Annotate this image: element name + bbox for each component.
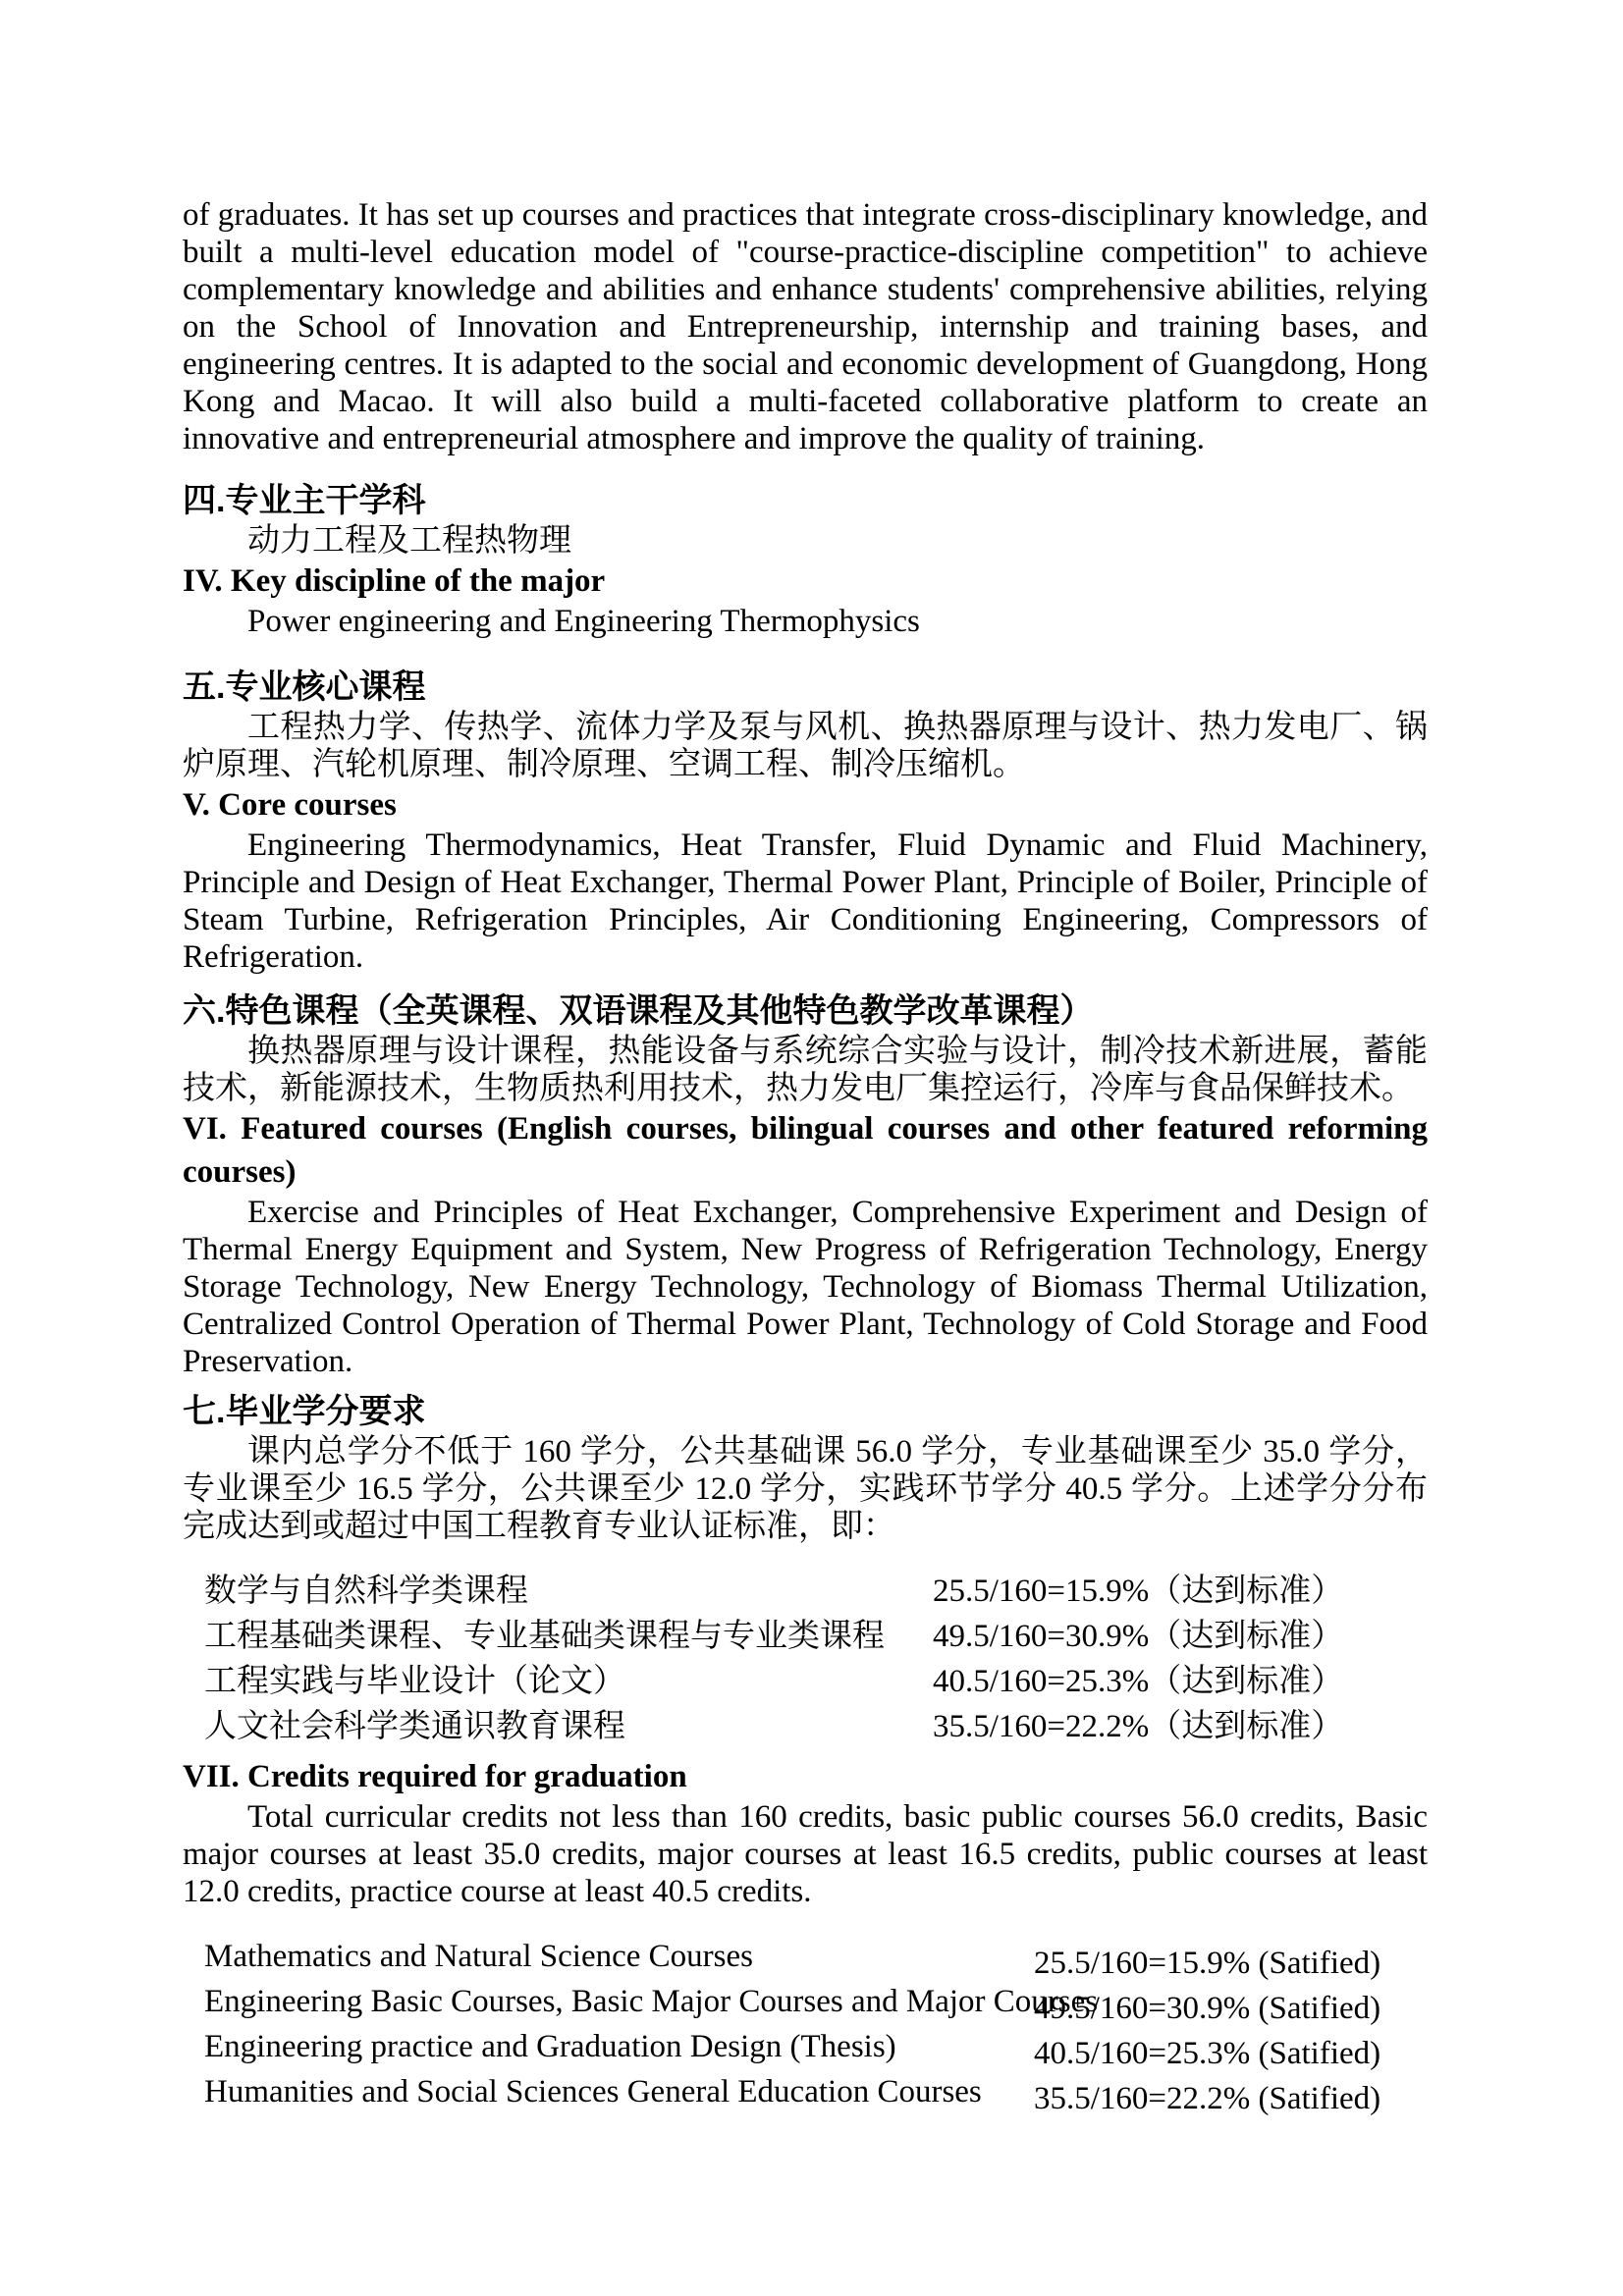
credit-row <box>183 1569 1428 1614</box>
credit-label: 数学与自然科学类课程 <box>204 1574 528 1609</box>
section-4 <box>183 479 1428 640</box>
credit-value: 49.5/160=30.9%（达到标准） <box>933 1619 1344 1654</box>
section7-heading-en: VII. Credits required for graduation <box>183 1759 687 1794</box>
document-content <box>183 196 1428 2118</box>
credit-label: Engineering Basic Courses, Basic Major Courses and Major Courses <box>204 1984 1099 2019</box>
section4-heading-en: IV. Key discipline of the major <box>183 563 606 599</box>
section6-body-zh: 换热器原理与设计课程，热能设备与系统综合实验与设计，制冷技术新进展，蓄能技术，新能源技术，生物质热利用技术，热力发电厂集控运行，冷库与食品保鲜技术。 <box>183 1034 1428 1106</box>
section6-heading-en: VI. Featured courses (English courses, bilingual courses and other featured reforming courses) <box>183 1111 1428 1190</box>
section5-heading-en: V. Core courses <box>183 787 397 823</box>
credit-table-en <box>183 1934 1428 2114</box>
credit-value: 40.5/160=25.3%（达到标准） <box>933 1664 1344 1699</box>
credit-label: 工程基础类课程、专业基础类课程与专业类课程 <box>204 1619 885 1654</box>
credit-row <box>183 1979 1428 2024</box>
credit-value: 35.5/160=22.2%（达到标准） <box>933 1709 1344 1744</box>
section7-heading-zh: 七.毕业学分要求 <box>183 1393 426 1430</box>
credit-value: 35.5/160=22.2% (Satified) <box>1034 2081 1381 2116</box>
section5-body-zh: 工程热力学、传热学、流体力学及泵与风机、换热器原理与设计、热力发电厂、锅炉原理、汽轮机原理、制冷原理、空调工程、制冷压缩机。 <box>183 710 1428 782</box>
credit-value: 40.5/160=25.3% (Satified) <box>1034 2036 1381 2071</box>
section4-body-en: Power engineering and Engineering Thermophysics <box>247 604 920 639</box>
credit-row <box>183 2069 1428 2114</box>
credit-row <box>183 1934 1428 1979</box>
credit-row <box>183 1704 1428 1749</box>
section7-body-en: Total curricular credits not less than 160 credits, basic public courses 56.0 credits, Basic major courses at least 35.0 credits, major courses at least 16.5 credits, public courses at least 12.0 credits, practice course at least 40.5 credits. <box>183 1799 1428 1909</box>
section4-heading-zh: 四.专业主干学科 <box>183 482 426 519</box>
credit-value: 25.5/160=15.9% (Satified) <box>1034 1946 1381 1981</box>
credit-value: 25.5/160=15.9%（达到标准） <box>933 1574 1344 1609</box>
credit-label: Humanities and Social Sciences General Education Courses <box>204 2074 982 2109</box>
section7-body-zh: 课内总学分不低于 160 学分，公共基础课 56.0 学分，专业基础课至少 35.0 学分，专业课至少 16.5 学分，公共课至少 12.0 学分，实践环节学分 40.5 学分。上述学分分布完成达到或超过中国工程教育专业认证标准，即： <box>183 1434 1428 1544</box>
intro-paragraph: of graduates. It has set up courses and practices that integrate cross-disciplinary knowledge, and built a multi-level education model of "course-practice-discipline competition" to achieve complementary knowledge and abilities and enhance students' comprehensive abilities, relying on the School of Innovation and Entrepreneurship, internship and training bases, and engineering centres. It is adapted to the social and economic development of Guangdong, Hong Kong and Macao. It will also build a multi-faceted collaborative platform to create an innovative and entrepreneurial atmosphere and improve the quality of training. <box>183 197 1428 456</box>
section6-heading-zh: 六.特色课程（全英课程、双语课程及其他特色教学改革课程） <box>183 992 1094 1030</box>
credit-row <box>183 2024 1428 2069</box>
credit-label: 工程实践与毕业设计（论文） <box>204 1664 625 1699</box>
credit-label: Mathematics and Natural Science Courses <box>204 1939 753 1974</box>
section5-body-en: Engineering Thermodynamics, Heat Transfer, Fluid Dynamic and Fluid Machinery, Principle and Design of Heat Exchanger, Thermal Power Plant, Principle of Boiler, Principle of Steam Turbine, Refrigeration Principles, Air Conditioning Engineering, Compressors of Refrigeration. <box>183 828 1428 975</box>
credit-label: 人文社会科学类通识教育课程 <box>204 1709 625 1744</box>
credit-value: 49.5/160=30.9% (Satified) <box>1034 1991 1381 2026</box>
section-6 <box>183 989 1428 1380</box>
credit-label: Engineering practice and Graduation Design (Thesis) <box>204 2029 896 2064</box>
credit-row <box>183 1614 1428 1659</box>
section-7 <box>183 1390 1428 2114</box>
section6-body-en: Exercise and Principles of Heat Exchanger, Comprehensive Experiment and Design of Thermal Energy Equipment and System, New Progress of Refrigeration Technology, Energy Storage Technology, New Energy Technology, Technology of Biomass Thermal Utilization, Centralized Control Operation of Thermal Power Plant, Technology of Cold Storage and Food Preservation. <box>183 1195 1428 1379</box>
section5-heading-zh: 五.专业核心课程 <box>183 668 426 706</box>
credit-row <box>183 1659 1428 1704</box>
section4-body-zh: 动力工程及工程热物理 <box>247 523 571 559</box>
credit-table-zh <box>183 1569 1428 1749</box>
section-5 <box>183 666 1428 976</box>
